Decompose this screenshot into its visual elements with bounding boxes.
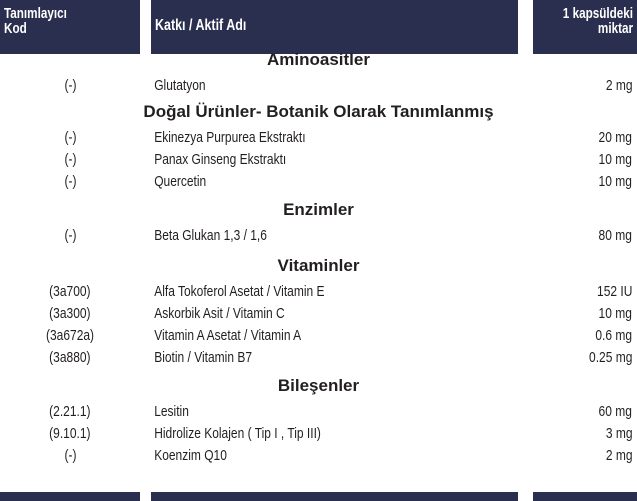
header-code <box>0 0 140 54</box>
name-cell <box>151 170 518 192</box>
table-row <box>0 224 637 246</box>
code-cell <box>0 126 140 148</box>
name-cell-text: Ekinezya Purpurea Ekstraktı <box>154 129 306 146</box>
code-cell <box>0 346 140 368</box>
header-code-label: Tanımlayıcı Kod <box>4 5 67 37</box>
name-cell-text: Panax Ginseng Ekstraktı <box>154 151 287 168</box>
table-row <box>0 400 637 422</box>
ingredients-table <box>0 48 637 466</box>
code-cell-text: (3a700) <box>49 283 91 300</box>
table-row <box>0 444 637 466</box>
table-row <box>0 346 637 368</box>
amount-cell-text: 10 mg <box>598 173 633 190</box>
code-cell <box>0 400 140 422</box>
table-row <box>0 280 637 302</box>
code-cell <box>0 74 140 96</box>
amount-cell <box>533 280 637 302</box>
header-amount-label: 1 kapsüldeki miktar <box>562 5 633 37</box>
amount-cell <box>533 148 637 170</box>
code-cell-text: (3a300) <box>49 305 91 322</box>
amount-cell-text: 60 mg <box>598 403 633 420</box>
code-cell <box>0 280 140 302</box>
amount-cell <box>533 302 637 324</box>
code-cell <box>0 302 140 324</box>
amount-cell-text: 2 mg <box>605 447 633 464</box>
name-cell <box>151 280 518 302</box>
table-row <box>0 324 637 346</box>
amount-cell-text: 10 mg <box>598 305 633 322</box>
amount-cell <box>533 422 637 444</box>
name-cell-text: Quercetin <box>154 173 207 190</box>
table-row <box>0 170 637 192</box>
header-name <box>151 0 518 54</box>
code-cell-text: (9.10.1) <box>49 425 91 442</box>
code-cell-text: (2.21.1) <box>49 403 91 420</box>
name-cell-text: Glutatyon <box>154 77 206 94</box>
amount-cell-text: 10 mg <box>598 151 633 168</box>
section-title: Vitaminler <box>277 256 360 275</box>
code-cell-text: (3a672a) <box>45 327 95 344</box>
amount-cell-text: 0.25 mg <box>588 349 633 366</box>
code-cell <box>0 148 140 170</box>
amount-cell <box>533 324 637 346</box>
amount-cell <box>533 170 637 192</box>
amount-cell-text: 2 mg <box>605 77 633 94</box>
name-cell <box>151 148 518 170</box>
amount-cell-text: 152 IU <box>596 283 633 300</box>
name-cell-text: Hidrolize Kolajen ( Tip I , Tip III) <box>154 425 321 442</box>
code-cell-text: (-) <box>64 77 76 94</box>
table-row <box>0 422 637 444</box>
header-name-label: Katkı / Aktif Adı <box>155 17 247 34</box>
name-cell <box>151 324 518 346</box>
amount-cell <box>533 400 637 422</box>
code-cell <box>0 324 140 346</box>
section-title: Bileşenler <box>277 376 360 395</box>
amount-cell <box>533 444 637 466</box>
code-cell <box>0 170 140 192</box>
name-cell <box>151 444 518 466</box>
amount-cell-text: 3 mg <box>605 425 633 442</box>
header-amount <box>533 0 637 54</box>
code-cell <box>0 444 140 466</box>
amount-cell <box>533 346 637 368</box>
amount-cell <box>533 126 637 148</box>
name-cell <box>151 302 518 324</box>
name-cell-text: Vitamin A Asetat / Vitamin A <box>154 327 302 344</box>
name-cell <box>151 126 518 148</box>
table-row <box>0 126 637 148</box>
amount-cell <box>533 224 637 246</box>
section-title: Aminoasitler <box>267 50 370 69</box>
code-cell <box>0 224 140 246</box>
code-cell-text: (3a880) <box>49 349 91 366</box>
section-title: Enzimler <box>283 200 354 219</box>
name-cell <box>151 400 518 422</box>
table-row <box>0 74 637 96</box>
table-row <box>0 302 637 324</box>
footer-bar <box>0 492 140 501</box>
name-cell <box>151 74 518 96</box>
code-cell-text: (-) <box>64 173 76 190</box>
name-cell-text: Alfa Tokoferol Asetat / Vitamin E <box>154 283 325 300</box>
name-cell <box>151 224 518 246</box>
code-cell-text: (-) <box>64 151 76 168</box>
table-row <box>0 148 637 170</box>
code-cell-text: (-) <box>64 447 76 464</box>
code-cell <box>0 422 140 444</box>
name-cell-text: Lesitin <box>154 403 189 420</box>
name-cell-text: Askorbik Asit / Vitamin C <box>154 305 285 322</box>
name-cell-text: Biotin / Vitamin B7 <box>154 349 253 366</box>
name-cell <box>151 346 518 368</box>
footer-bar <box>151 492 518 501</box>
name-cell-text: Koenzim Q10 <box>154 447 227 464</box>
name-cell <box>151 422 518 444</box>
amount-cell <box>533 74 637 96</box>
amount-cell-text: 20 mg <box>598 129 633 146</box>
section-title: Doğal Ürünler- Botanik Olarak Tanımlanmış <box>143 102 494 121</box>
code-cell-text: (-) <box>64 129 76 146</box>
code-cell-text: (-) <box>64 227 76 244</box>
amount-cell-text: 80 mg <box>598 227 633 244</box>
name-cell-text: Beta Glukan 1,3 / 1,6 <box>154 227 267 244</box>
footer-bar <box>533 492 637 501</box>
amount-cell-text: 0.6 mg <box>595 327 633 344</box>
